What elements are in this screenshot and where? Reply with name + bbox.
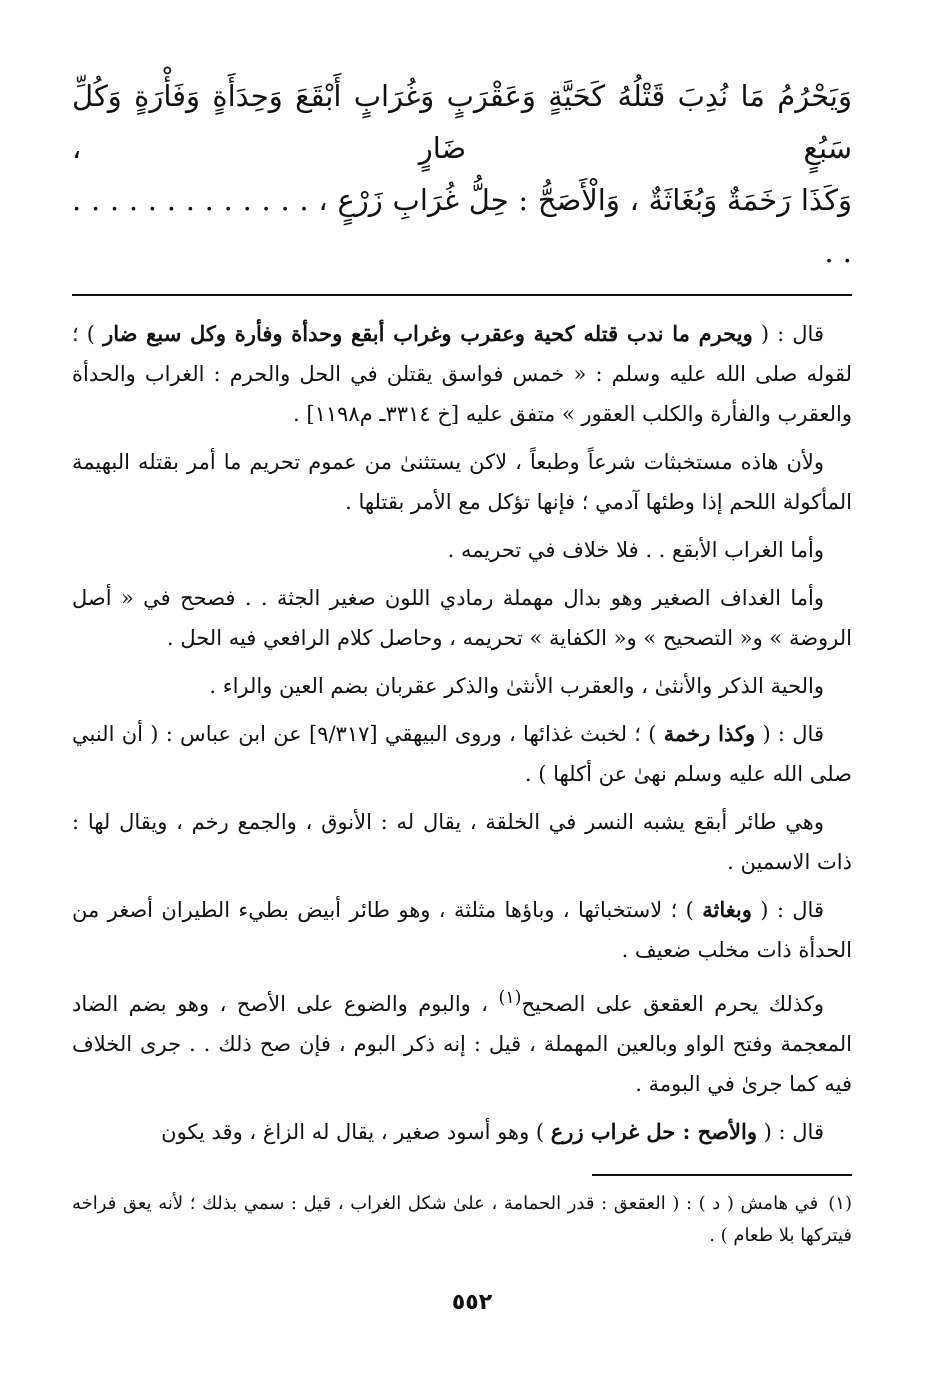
commentary-paragraph: قال : ( وكذا رخمة ) ؛ لخبث غذائها ، وروى البيهقي [٩/٣١٧] عن ابن عباس : ( أن النبي صلى الله عليه وسلم نهىٰ عن أكلها ) . xyxy=(72,721,852,786)
commentary-paragraph: والحية الذكر والأنثىٰ ، والعقرب الأنثىٰ والذكر عقربان بضم العين والراء . xyxy=(209,674,824,698)
quoted-matn: ويحرم ما ندب قتله كحية وعقرب وغراب أبقع وحدأة وفأرة وكل سبع ضار xyxy=(103,321,753,346)
quoted-matn: وبغاثة xyxy=(702,897,752,922)
commentary-paragraph: وأما الغراب الأبقع . . فلا خلاف في تحريمه . xyxy=(447,538,824,562)
section-divider xyxy=(72,294,852,296)
footnote-divider xyxy=(592,1174,852,1176)
footnote-text: في هامش ( د ) : ( العقعق : قدر الحمامة ، علىٰ شكل الغراب ، قيل : سمي بذلك ؛ لأنه يعق فراخه فيتركها بلا طعام ) . xyxy=(72,1193,852,1246)
footnote-marker: (١) xyxy=(828,1193,852,1214)
commentary-paragraph: ولأن هاذه مستخبثات شرعاً وطبعاً ، لاكن يستثنىٰ من عموم تحريم ما أمر بقتله البهيمة المأكولة اللحم إذا وطئها آدمي ؛ فإنها تؤكل مع الأمر بقتلها . xyxy=(72,450,852,514)
quoted-matn: وكذا رخمة xyxy=(663,721,756,746)
page-number: ٥٥٢ xyxy=(451,1290,493,1315)
commentary-paragraph: قال : ( والأصح : حل غراب زرع ) وهو أسود صغير ، يقال له الزاغ ، وقد يكون xyxy=(161,1119,824,1144)
commentary-paragraph: وكذلك يحرم العقعق على الصحيح$^{(١)}$ ، والبوم والضوع على الأصح ، وهو بضم الضاد المعجمة وفتح الواو وبالعين المهملة ، قيل : إنه ذكر البوم ، فإن صح ذلك . . جرى الخلاف فيه كما جرىٰ في البومة . xyxy=(72,988,852,1096)
quoted-matn: والأصح : حل غراب زرع xyxy=(550,1119,757,1144)
commentary-paragraph: قال : ( ويحرم ما ندب قتله كحية وعقرب وغراب أبقع وحدأة وفأرة وكل سبع ضار ) ؛ لقوله صلى الله عليه وسلم : « خمس فواسق يقتلن في الحل والحرم : الغراب والحدأة والعقرب والفأرة والكلب العقور » متفق عليه [خ ٣٣١٤ـ م١١٩٨] . xyxy=(72,321,852,426)
commentary-paragraph: وأما الغداف الصغير وهو بدال مهملة رمادي اللون صغير الجثة . . فصحح في « أصل الروضة » و« التصحيح » و« الكفاية » تحريمه ، وحاصل كلام الرافعي فيه الحل . xyxy=(72,586,852,650)
footnote-reference: (١) xyxy=(498,988,522,1008)
book-page xyxy=(72,70,852,1350)
matn-text xyxy=(72,70,852,278)
matn-line-1: وَيَحْرُمُ مَا نُدِبَ قَتْلُهُ كَحَيَّةٍ وَعَقْرَبٍ وَغُرَابٍ أَبْقَعَ وَحِدَأَةٍ وَفَأْرَةٍ وَكُلِّ سَبُعٍ ضَارٍ ، xyxy=(72,79,852,165)
commentary xyxy=(72,314,852,1152)
commentary-paragraph: قال : ( وبغاثة ) ؛ لاستخباثها ، وباؤها مثلثة ، وهو طائر أبيض بطيء الطيران أصغر من الحدأة ذات مخلب ضعيف . xyxy=(72,897,852,962)
footnote xyxy=(72,1188,852,1252)
matn-line-2: وَكَذَا رَخَمَةٌ وَبُغَاثَةٌ ، وَالْأَصَحُّ : حِلُّ غُرَابِ زَرْعٍ ، . . . . . . . . . . . . . . . xyxy=(72,183,852,269)
commentary-paragraph: وهي طائر أبقع يشبه النسر في الخلقة ، يقال له : الأنوق ، والجمع رخم ، ويقال لها : ذات الاسمين . xyxy=(72,810,852,874)
